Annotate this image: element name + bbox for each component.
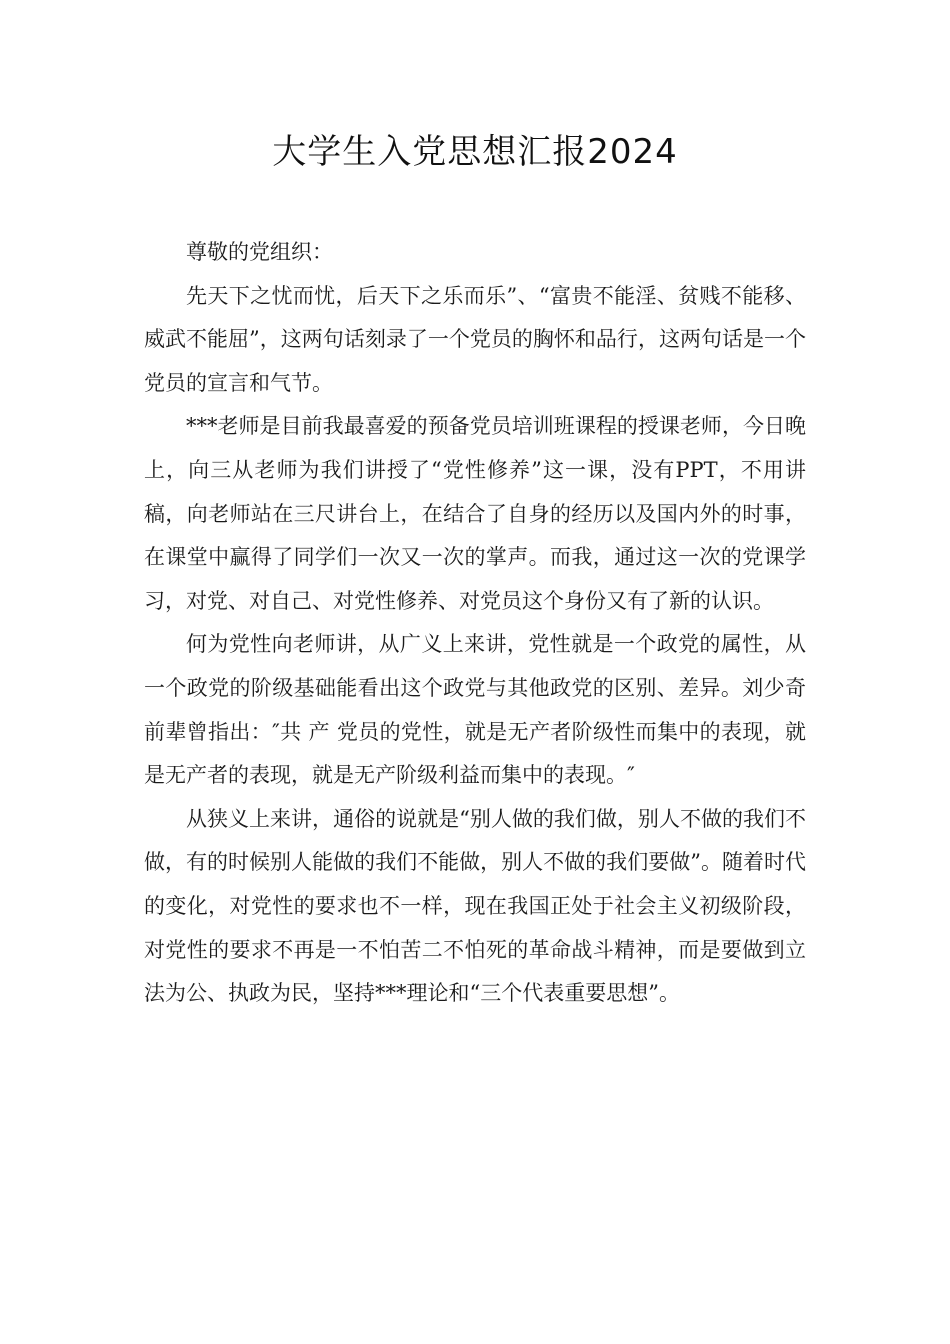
document-title: 大学生入党思想汇报2024 — [272, 132, 678, 172]
document-body — [144, 231, 806, 1016]
body-paragraph: ***老师是目前我最喜爱的预备党员培训班课程的授课老师，今日晚上，向三从老师为我们讲授了“党性修养”这一课，没有PPT，不用讲稿，向老师站在三尺讲台上，在结合了自身的经历以及国内外的时事，在课堂中赢得了同学们一次又一次的掌声。而我，通过这一次的党课学习，对党、对自己、对党性修养、对党员这个身份又有了新的认识。 — [144, 414, 806, 613]
body-paragraph: 何为党性向老师讲，从广义上来讲，党性就是一个政党的属性，从一个政党的阶级基础能看出这个政党与其他政党的区别、差异。刘少奇前辈曾指出：″共 产 党员的党性，就是无产者阶级性而集中的表现，就是无产者的表现，就是无产阶级利益而集中的表现。″ — [144, 632, 806, 788]
body-paragraph: 先天下之忧而忧，后天下之乐而乐”、“富贵不能淫、贫贱不能移、威武不能屈”，这两句话刻录了一个党员的胸怀和品行，这两句话是一个党员的宣言和气节。 — [144, 283, 806, 395]
body-paragraph: 从狭义上来讲，通俗的说就是“别人做的我们做，别人不做的我们不做，有的时候别人能做的我们不能做，别人不做的我们要做”。随着时代的变化，对党性的要求也不一样，现在我国正处于社会主义初级阶段，对党性的要求不再是一不怕苦二不怕死的革命战斗精神，而是要做到立法为公、执政为民，坚持***理论和“三个代表重要思想”。 — [144, 806, 806, 1006]
salutation-paragraph: 尊敬的党组织： — [186, 240, 333, 264]
